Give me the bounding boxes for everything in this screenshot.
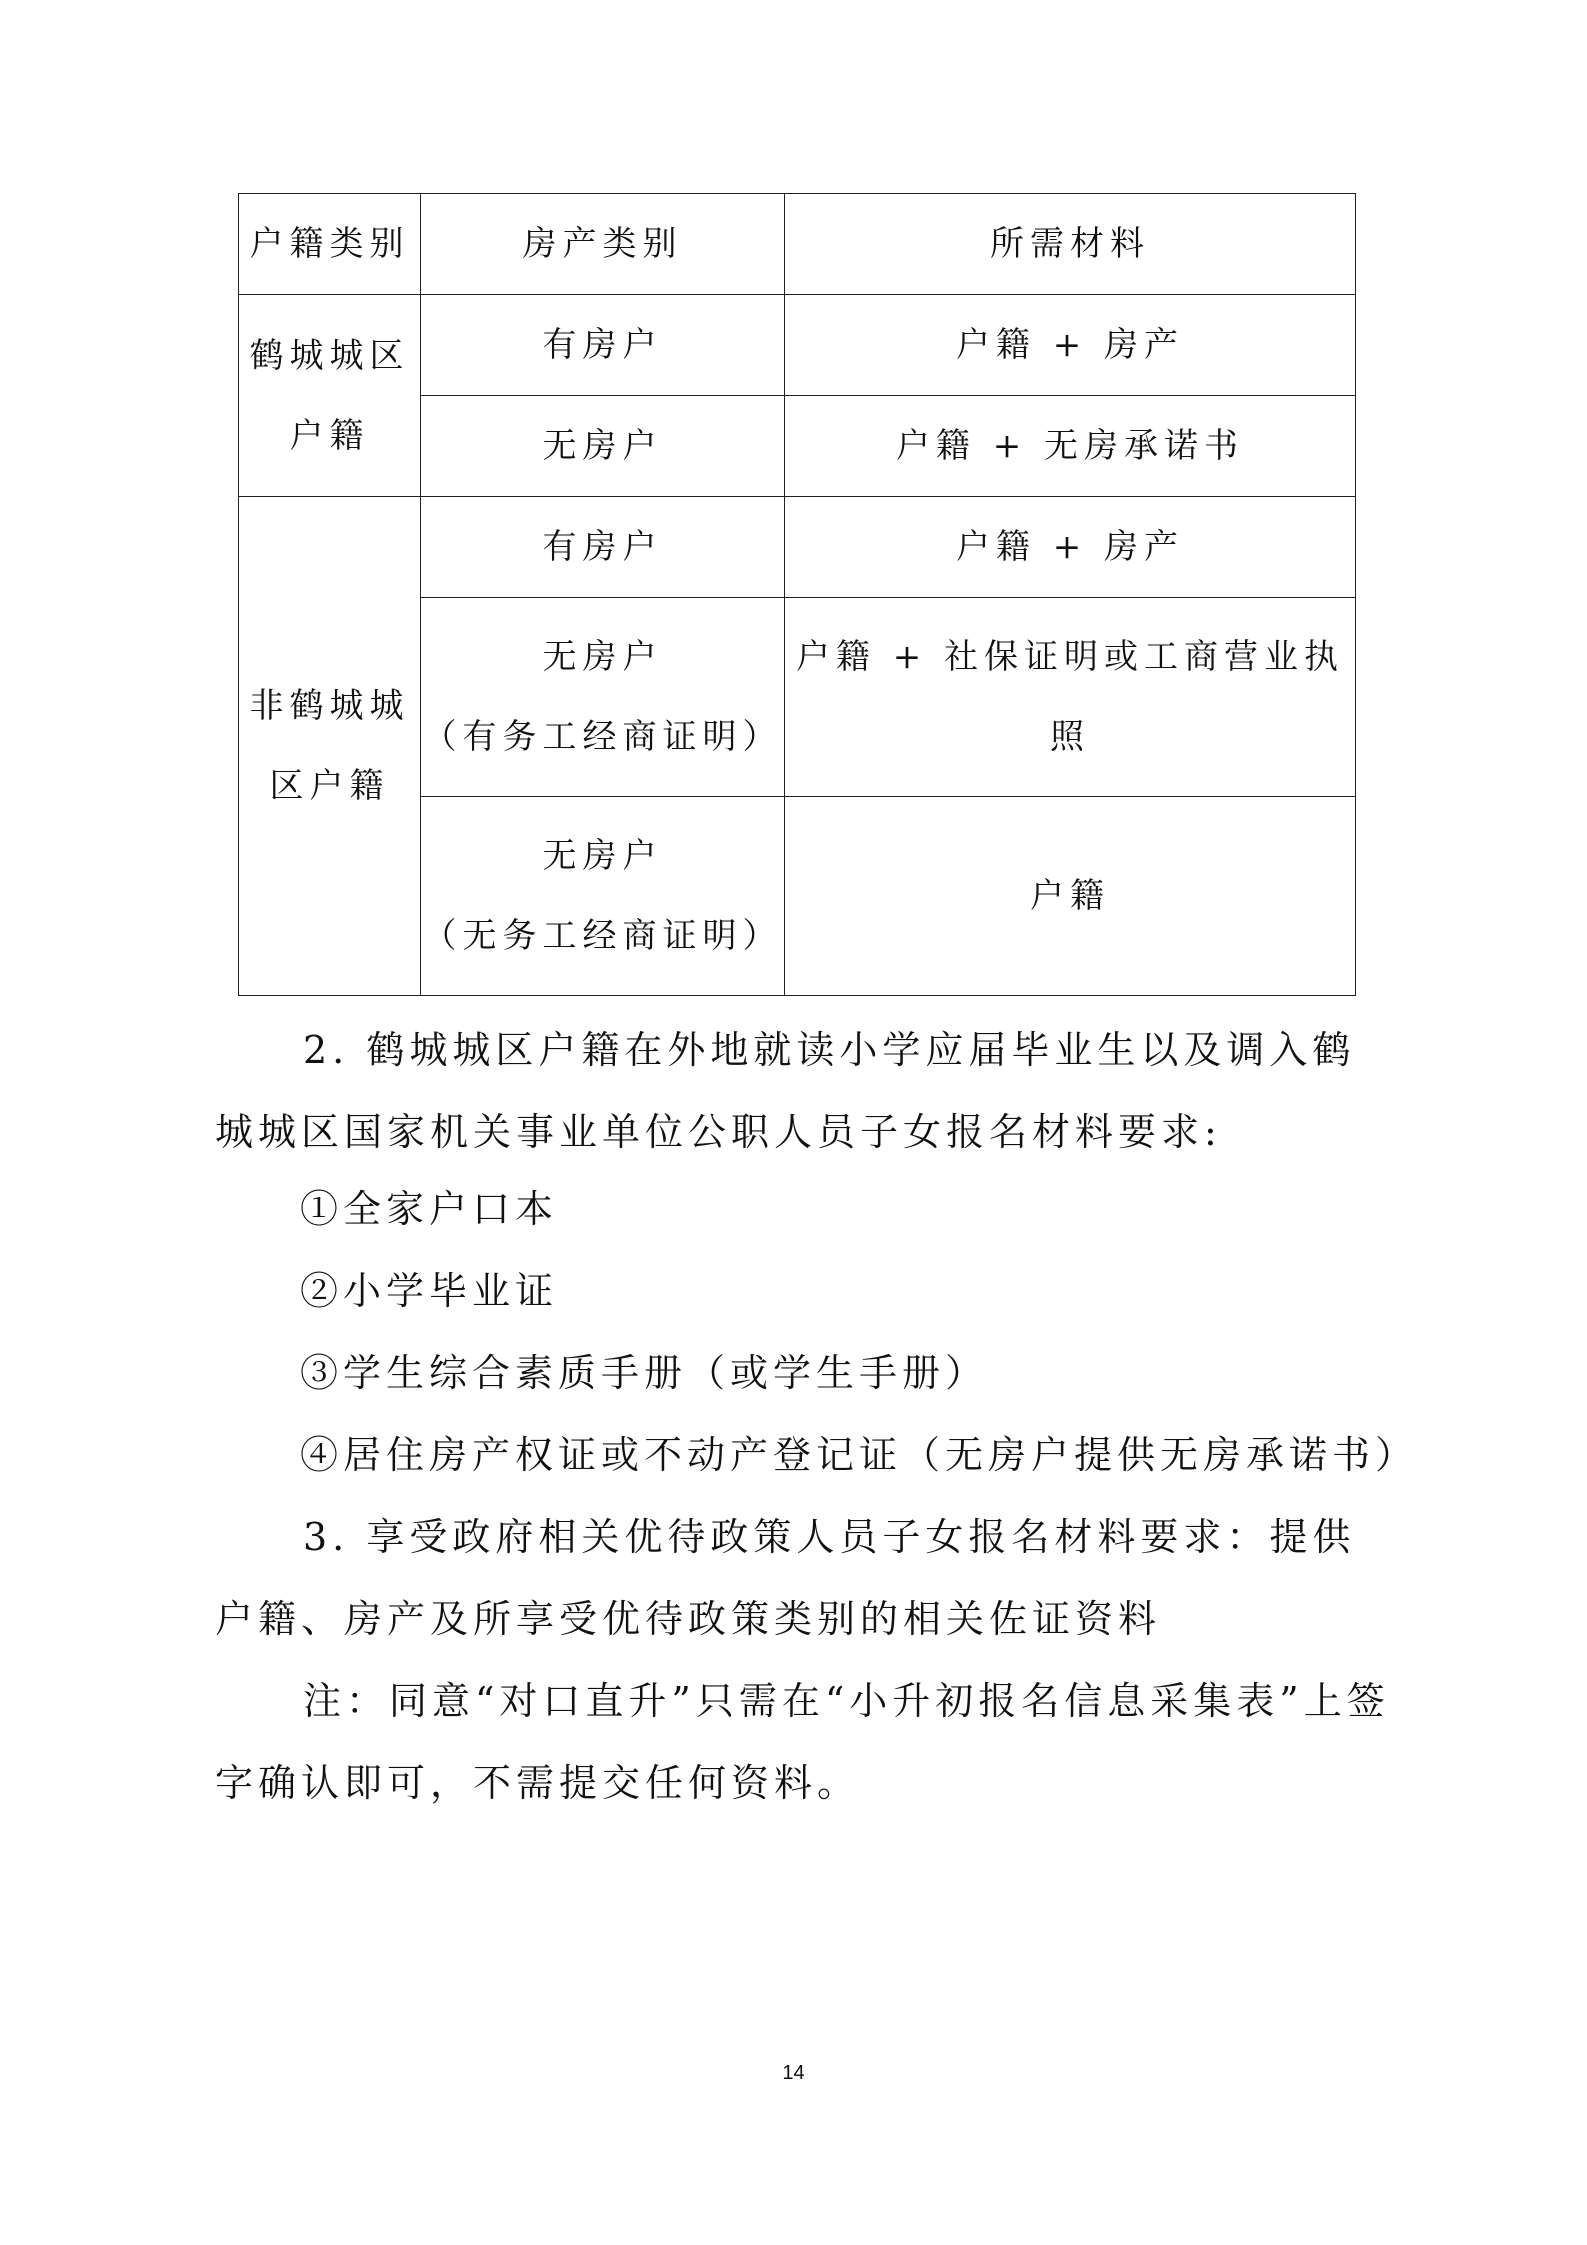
- materials-cell: 户籍 + 房产: [785, 295, 1356, 396]
- table-header-row: [239, 194, 1356, 295]
- materials-cell: 户籍: [785, 797, 1356, 996]
- header-required-materials: 所需材料: [785, 194, 1356, 295]
- section-2-paragraph: 2. 鹤城城区户籍在外地就读小学应届毕业生以及调入鹤城城区国家机关事业单位公职人员子女报名材料要求:: [215, 1028, 1356, 1154]
- list-item: ③学生综合素质手册（或学生手册）: [300, 1351, 989, 1395]
- category-cell: [239, 295, 421, 497]
- category-line: 非鹤城城: [249, 686, 410, 726]
- category-line: 区户籍: [269, 766, 390, 806]
- property-cell: [421, 396, 785, 497]
- list-item: ②小学毕业证: [300, 1269, 559, 1313]
- property-line: （有务工经商证明）: [422, 717, 783, 757]
- header-household-category: 户籍类别: [239, 194, 421, 295]
- list-item: ①全家户口本: [300, 1187, 559, 1231]
- category-line: 鹤城城区: [249, 335, 410, 376]
- property-cell: [421, 295, 785, 396]
- materials-cell: 户籍 + 社保证明或工商营业执照: [785, 598, 1356, 797]
- materials-cell: 户籍 + 无房承诺书: [785, 396, 1356, 497]
- property-line: （无务工经商证明）: [422, 916, 783, 956]
- page-number: 14: [782, 2062, 805, 2084]
- property-line: 无房户: [542, 836, 663, 876]
- note-paragraph: 注：同意“对口直升”只需在“小升初报名信息采集表”上签字确认即可，不需提交任何资料。: [215, 1679, 1390, 1805]
- list-item: ④居住房产权证或不动产登记证（无房户提供无房承诺书）: [300, 1433, 1419, 1477]
- table-row: [239, 497, 1356, 598]
- section-3-paragraph: 3. 享受政府相关优待政策人员子女报名材料要求：提供户籍、房产及所享受优待政策类别的相关佐证资料: [215, 1515, 1356, 1641]
- registration-requirements-table: [238, 193, 1356, 996]
- property-cell: [421, 797, 785, 996]
- category-line: 户籍: [289, 415, 370, 456]
- property-line: 有房户: [542, 325, 663, 365]
- header-property-category: 房产类别: [421, 194, 785, 295]
- property-line: 无房户: [542, 426, 663, 466]
- property-line: 有房户: [542, 527, 663, 567]
- category-cell: [239, 497, 421, 996]
- table-row: [239, 295, 1356, 396]
- property-cell: [421, 598, 785, 797]
- property-line: 无房户: [542, 637, 663, 677]
- property-cell: [421, 497, 785, 598]
- materials-cell: 户籍 + 房产: [785, 497, 1356, 598]
